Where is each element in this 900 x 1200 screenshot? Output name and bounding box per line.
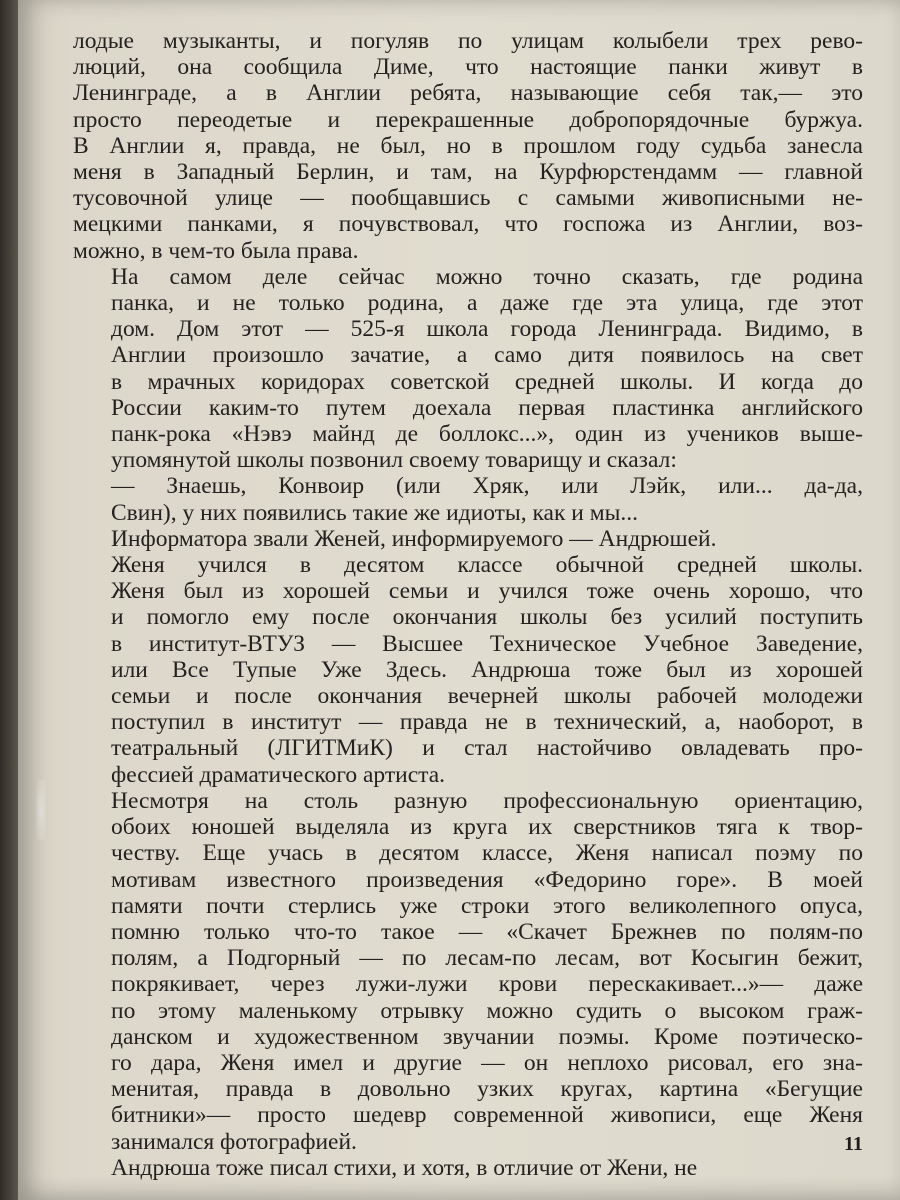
paragraph bbox=[73, 788, 863, 1155]
text-line: Свин), у них появились такие же идиоты, как и мы... bbox=[111, 499, 638, 526]
text-line: данском и художественном звучании поэмы. Кроме поэтическо- bbox=[111, 1023, 863, 1050]
text-line: или Все Тупые Уже Здесь. Андрюша тоже был из хорошей bbox=[111, 656, 863, 683]
text-line: и помогло ему после окончания школы без усилий поступить bbox=[111, 604, 863, 631]
text-line: Несмотря на столь разную профессиональную ориентацию, bbox=[111, 787, 863, 814]
text-line: России каким-то путем доехала первая пластинка английского bbox=[111, 394, 863, 421]
text-line: в мрачных коридорах советской средней школы. И когда до bbox=[111, 368, 863, 395]
text-line: полям, а Подгорный — по лесам-по лесам, вот Косыгин бежит, bbox=[111, 945, 863, 972]
text-line: честву. Еще учась в десятом классе, Женя написал поэму по bbox=[111, 840, 863, 867]
paragraph bbox=[73, 473, 863, 525]
text-line: упомянутой школы позвонил своему товарищу и сказал: bbox=[111, 447, 677, 474]
text-line: помню только что-то такое — «Скачет Брежнев по полям-по bbox=[111, 918, 863, 945]
paragraph bbox=[73, 264, 863, 474]
text-line: На самом деле сейчас можно точно сказать, где родина bbox=[111, 263, 863, 290]
page-number: 11 bbox=[844, 1133, 863, 1155]
text-line: мецкими панками, я почувствовал, что госпожа из Англии, воз- bbox=[73, 211, 863, 238]
text-line: панк-рока «Нэвэ майнд де боллокс...», один из учеников выше- bbox=[111, 421, 863, 448]
paragraph bbox=[73, 1155, 863, 1181]
text-line: — Знаешь, Конвоир (или Хряк, или Лэйк, или... да-да, bbox=[111, 473, 863, 500]
paper-stain bbox=[36, 780, 46, 840]
text-line: Женя учился в десятом классе обычной средней школы. bbox=[111, 552, 863, 579]
text-line: меня в Западный Берлин, и там, на Курфюрстендамм — главной bbox=[73, 159, 863, 186]
text-line: люций, она сообщила Диме, что настоящие панки живут в bbox=[73, 54, 863, 81]
text-line: семьи и после окончания вечерней школы рабочей молодежи bbox=[111, 683, 863, 710]
text-line: по этому маленькому отрывку можно судить о высоком граж- bbox=[111, 997, 863, 1024]
paragraph bbox=[73, 28, 863, 264]
text-line: Информатора звали Женей, информируемого — Андрюшей. bbox=[111, 525, 717, 552]
text-line: театральный (ЛГИТМиК) и стал настойчиво овладевать про- bbox=[111, 735, 863, 762]
text-line: просто переодетые и перекрашенные добропорядочные буржуа. bbox=[73, 106, 863, 133]
text-line: обоих юношей выделяла из круга их сверстников тяга к твор- bbox=[111, 814, 863, 841]
paragraph bbox=[73, 552, 863, 788]
paragraph bbox=[73, 526, 863, 552]
text-line: памяти почти стерлись уже строки этого великолепного опуса, bbox=[111, 892, 863, 919]
text-line: покрякивает, через лужи-лужи крови перескакивает...»— даже bbox=[111, 971, 863, 998]
text-line: Ленинграде, а в Англии ребята, называющие себя так,— это bbox=[73, 80, 863, 107]
text-line: мотивам известного произведения «Федорино горе». В моей bbox=[111, 866, 863, 893]
text-line: битники»— просто шедевр современной живописи, еще Женя bbox=[111, 1102, 863, 1129]
text-line: Андрюша тоже писал стихи, и хотя, в отличие от Жени, не bbox=[111, 1154, 698, 1181]
book-page bbox=[18, 0, 900, 1200]
text-line: можно, в чем-то была права. bbox=[73, 237, 359, 264]
text-line: тусовочной улице — пообщавшись с самыми живописными не- bbox=[73, 185, 863, 212]
book-spine-shadow bbox=[0, 0, 18, 1200]
page-text-block bbox=[73, 28, 863, 1181]
text-line: фессией драматического артиста. bbox=[111, 761, 446, 788]
text-line: В Англии я, правда, не был, но в прошлом году судьба занесла bbox=[73, 132, 863, 159]
text-line: го дара, Женя имел и другие — он неплохо рисовал, его зна- bbox=[111, 1049, 863, 1076]
text-line: Англии произошло зачатие, а само дитя появилось на свет bbox=[111, 342, 863, 369]
text-line: менитая, правда в довольно узких кругах, картина «Бегущие bbox=[111, 1076, 863, 1103]
text-line: занимался фотографией. bbox=[111, 1128, 357, 1155]
text-line: дом. Дом этот — 525-я школа города Ленинграда. Видимо, в bbox=[111, 316, 863, 343]
text-line: Женя был из хорошей семьи и учился тоже очень хорошо, что bbox=[111, 578, 863, 605]
text-line: панка, и не только родина, а даже где эта улица, где этот bbox=[111, 290, 863, 317]
text-line: лодые музыканты, и погуляв по улицам колыбели трех рево- bbox=[73, 28, 863, 54]
text-line: поступил в институт — правда не в технический, а, наоборот, в bbox=[111, 709, 863, 736]
text-line: в институт-ВТУЗ — Высшее Техническое Учебное Заведение, bbox=[111, 630, 863, 657]
